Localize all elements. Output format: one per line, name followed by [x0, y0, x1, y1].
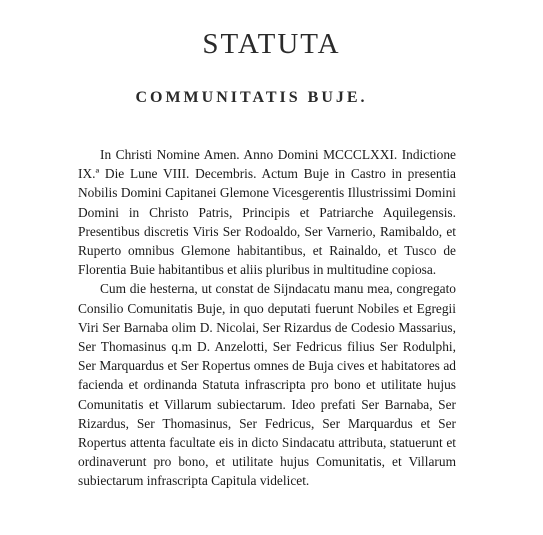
- paragraph-2: Cum die hesterna, ut constat de Sijndacatu manu mea, congregato Consilio Comunitatis Buje, in quo deputati fuerunt Nobiles et Egregii Viri Ser Barnaba olim D. Nicolai, Ser Rizardus de Codesio Massarius, Ser Thomasinus q.m D. Anzelotti, Ser Fedricus filius Ser Rodulphi, Ser Marquardus et Ser Ropertus omnes de Buja cives et habitatores ad facienda et ordinanda Statuta infrascripta pro bono et utilitate hujus Comunitatis et Villarum subiectarum. Ideo prefati Ser Barnaba, Ser Rizardus, Ser Thomasinus, Ser Fedricus, Ser Marquardus et Ser Ropertus attenta facultate eis in dicto Sindacatu attributa, statuerunt et ordinaverunt pro bono, et utilitate hujus Comunitatis, et Villarum subiectarum infrascripta Capitula videlicet.: [78, 281, 456, 489]
- document-title: STATUTA: [202, 28, 341, 60]
- document-subtitle: COMMUNITATIS BUJE.: [135, 89, 368, 106]
- document-body: [78, 145, 456, 491]
- paragraph-1: In Christi Nomine Amen. Anno Domini MCCCLXXI. Indictione IX.ª Die Lune VIII. Decembris. Actum Buje in Castro in presentia Nobilis Domini Capitanei Glemone Vicesgerentis Illustrissimi Domini Domini in Christo Patris, Principis et Patriarche Aquilegensis. Presentibus discretis Viris Ser Rodoaldo, Ser Varnerio, Ramibaldo, et Ruperto omnibus Glemone habitantibus, et Rainaldo, et Tusco de Florentia Buie habitantibus et aliis pluribus in multitudine copiosa.: [78, 147, 456, 278]
